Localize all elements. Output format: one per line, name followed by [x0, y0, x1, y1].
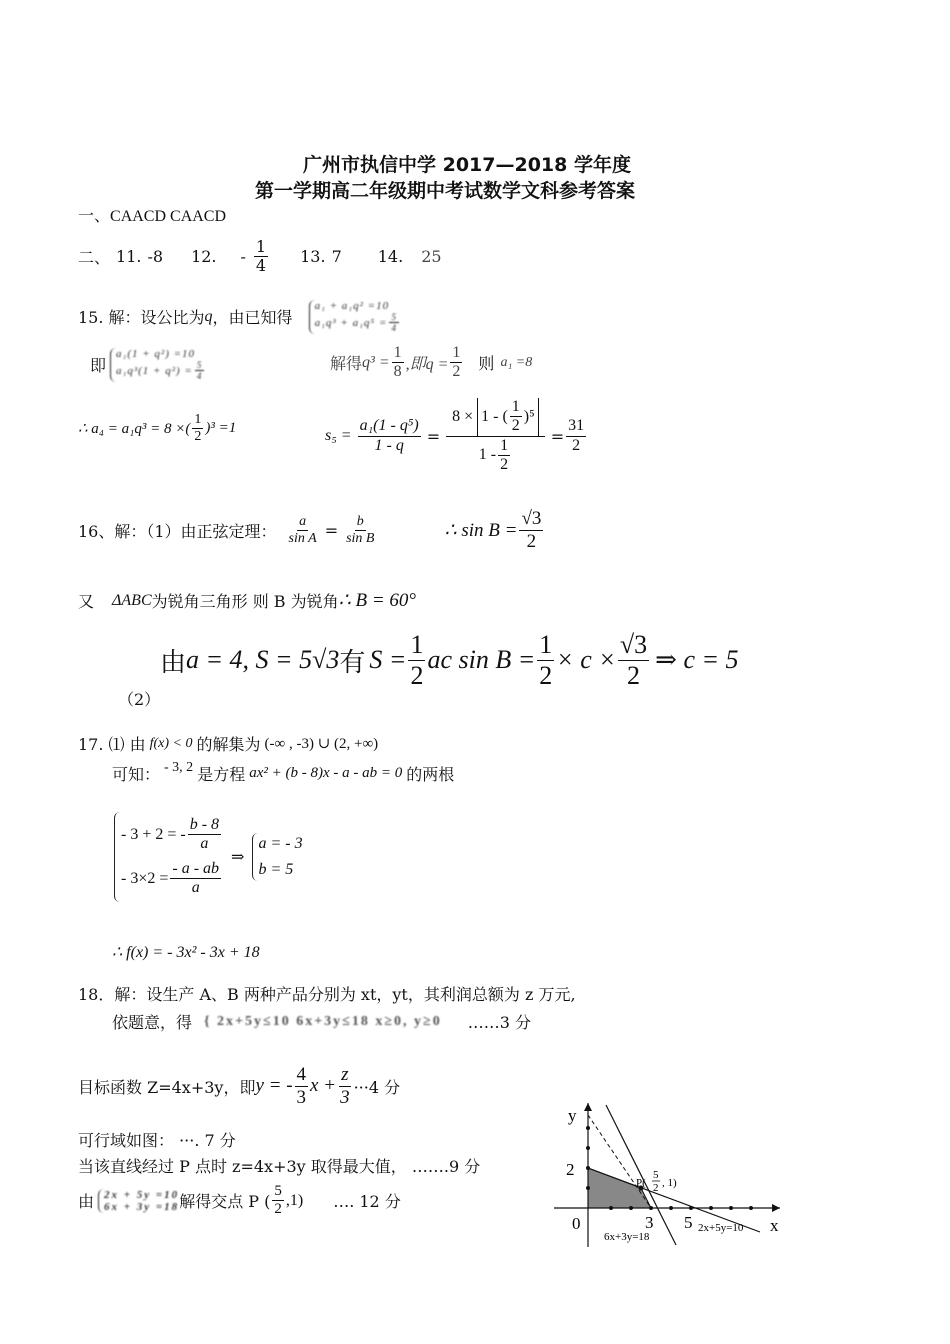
- q17-s-r1-den: a: [200, 835, 209, 853]
- q17-l2-pre: 可知：: [112, 765, 161, 784]
- q17-s-r2-den: a: [191, 879, 200, 897]
- tick-point: [649, 1206, 653, 1210]
- q15-sys2-row2: a₁q³(1 + q²) =: [116, 364, 193, 377]
- q15-s5-res-num: 31: [566, 417, 586, 436]
- q16-B60: ∴ B = 60°: [338, 590, 417, 611]
- q15-q-den: 2: [452, 363, 461, 381]
- q16-p2-f2-num: 1: [539, 630, 553, 659]
- q16-p2-f1-den: 2: [410, 660, 424, 690]
- tick-point: [689, 1206, 693, 1210]
- point-P-x-den: 2: [653, 1182, 659, 1194]
- q16-p2-f1-num: 1: [410, 630, 424, 659]
- q15-system-1: [309, 300, 401, 334]
- tick-point: [609, 1206, 613, 1210]
- q15-s5-bignum-in-den: 2: [511, 417, 520, 435]
- q15-q3-den: 8: [393, 363, 402, 381]
- q15-s5-bigden-num: 1: [498, 437, 510, 456]
- x-axis-arrow-icon: [772, 1204, 780, 1212]
- q11-answer: -8: [147, 247, 164, 267]
- q16-frac-a: [287, 514, 319, 547]
- q15-s5-bignum-in-pre: 1 - (: [481, 407, 508, 425]
- q17-s-r1-num: b - 8: [188, 816, 221, 835]
- q15-s5-bigfrac: [446, 398, 545, 475]
- q18-l3-pre: 目标函数 Z=4x+3y，即: [78, 1077, 256, 1097]
- q13-number: 13.: [300, 247, 326, 267]
- tick-point: [709, 1206, 713, 1210]
- section-2-label: 二、: [78, 248, 111, 268]
- q17-l1-mid: 的解集为: [196, 735, 261, 754]
- q15-a4-post: )³ =1: [205, 420, 237, 437]
- line2-label: 2x+5y=10: [698, 1222, 744, 1234]
- q16-p2-you: 由: [160, 647, 187, 678]
- q15-s5-bigden-pre: 1 -: [478, 446, 497, 464]
- q16-p2-frac1: [408, 630, 425, 691]
- tick-point: [586, 1186, 590, 1190]
- q18-l6-mid: 解得交点 P (: [179, 1192, 271, 1212]
- q18-line1: 18．解：设生产 A、B 两种产品分别为 xt，yt，其利润总额为 z 万元,: [78, 985, 576, 1004]
- tick-point: [729, 1206, 733, 1210]
- q17-system-left: [114, 812, 223, 902]
- q15-solution: [330, 344, 532, 382]
- q17-s-r1-pre: - 3 + 2 = -: [121, 825, 186, 843]
- origin-label: 0: [572, 1214, 581, 1233]
- q15-s5-eq: =: [426, 426, 441, 446]
- q17-l2-post: 的两根: [406, 765, 455, 784]
- q18-line5: 当该直线经过 P 点时 z=4x+3y 取得最大值， …….9 分: [78, 1157, 481, 1176]
- x-tick-3: 3: [645, 1213, 654, 1232]
- q15-s5-res-den: 2: [572, 436, 581, 454]
- q16-sinB: ∴ sin B =: [444, 519, 518, 541]
- q18-l3-f2-den: 3: [340, 1086, 350, 1108]
- q18-l6-frac: [272, 1183, 284, 1219]
- q18-l6-row1: 2x + 5y =10: [104, 1188, 180, 1201]
- q17-line1: [78, 732, 378, 755]
- q12-fraction: [254, 238, 268, 276]
- q18-l3-y: y = -: [255, 1075, 293, 1097]
- q18-l6-num: 5: [272, 1183, 284, 1201]
- q15-s5: [325, 398, 588, 475]
- q15-q: q: [204, 307, 213, 325]
- q17-final: ∴ f(x) = - 3x² - 3x + 18: [112, 944, 260, 961]
- q17-l2-equation: ax² + (b - 8)x - a - ab = 0: [249, 765, 403, 781]
- q15-s5-frac: [358, 417, 421, 455]
- q16-f2-den: sin B: [346, 530, 375, 546]
- feasible-region-graph: [548, 1095, 788, 1255]
- q15-q-frac: [450, 344, 462, 382]
- q16-sinB-frac: [519, 508, 543, 553]
- q16-p2-frac2: [537, 630, 554, 691]
- q18-line3: [78, 1064, 400, 1109]
- q16-part2: [160, 630, 739, 691]
- q15-sys1-frac: [389, 312, 399, 334]
- q15-s5-bignum-in-post: )⁵: [523, 407, 535, 425]
- q17-s-r2-num: - a - ab: [170, 860, 221, 879]
- q15-sys1-num: 5: [391, 312, 397, 322]
- q15-a4-frac: [192, 412, 203, 445]
- section-1-label: 一、: [78, 206, 111, 225]
- q16-p2-result: ⇒ c = 5: [655, 645, 739, 675]
- y-axis-label: y: [568, 1106, 577, 1125]
- q15-a4-num: 1: [192, 412, 203, 429]
- q15-a4: [78, 412, 236, 445]
- q16-f1-den: sin A: [288, 530, 317, 546]
- q18-l6-pre: 由: [78, 1192, 95, 1212]
- point-P-x-num: 5: [653, 1169, 659, 1181]
- q16-p2-times-c: × c ×: [556, 645, 616, 675]
- q17-l1-set: (-∞ , -3) ∪ (2, +∞): [264, 736, 379, 752]
- q15-ji: 即: [90, 356, 107, 376]
- q18-line6: [78, 1183, 401, 1219]
- q17-res-a: a = - 3: [258, 834, 303, 852]
- x-axis-label: x: [770, 1216, 779, 1235]
- q16-p2-acsinB: ac sin B =: [427, 645, 536, 675]
- q15-s5-bignum-pre: 8 ×: [452, 407, 474, 425]
- q17-s-r2-frac: [170, 860, 221, 898]
- y-tick-2: 2: [566, 1160, 575, 1179]
- q18-line2: [112, 1010, 531, 1033]
- q16-f2-num: b: [355, 514, 366, 531]
- q18-l6-score: …. 12 分: [333, 1192, 401, 1212]
- q15-solve: 解得: [330, 354, 363, 374]
- q15-a4-pre: ∴ a₄ = a₁q³ = 8 ×(: [78, 421, 191, 438]
- q17-l2-mid: 是方程: [197, 765, 246, 784]
- q15-q3-frac: [392, 344, 404, 382]
- q15-jiq: ,即q =: [405, 356, 449, 374]
- q15-q3: q³ =: [362, 353, 390, 371]
- q15-s5-bignum-in-frac: [510, 398, 522, 436]
- q15-sys1-row2: a₁q³ + a₁q⁵ =: [314, 316, 388, 329]
- point-P-y: , 1): [662, 1177, 677, 1189]
- q17-arrow: ⇒: [231, 847, 245, 867]
- q15-known: ，由已知得: [212, 308, 293, 328]
- q16-p2-f3-den: 2: [627, 660, 641, 690]
- q18-l6-system: [98, 1189, 179, 1213]
- q18-l3-score: ···4 分: [353, 1077, 401, 1097]
- q16-part2-label: （2）: [118, 690, 161, 709]
- q12-sign: -: [240, 247, 246, 267]
- q16-p2-given: a = 4, S = 5√3: [186, 645, 340, 675]
- y-axis-arrow-icon: [584, 1103, 592, 1111]
- tick-point: [586, 1166, 590, 1170]
- q16-again: 又: [78, 592, 95, 611]
- q18-l3-f2-num: z: [341, 1064, 349, 1085]
- q18-line4: 可行域如图： ···. 7 分: [78, 1131, 236, 1150]
- q17-l2-roots: - 3, 2: [164, 759, 194, 775]
- q11-number: 11.: [116, 247, 142, 267]
- q15-sys2-den: 4: [196, 371, 203, 382]
- q16-frac-b: [344, 514, 376, 547]
- q17-system: [114, 812, 303, 902]
- q17-l1-fx: f(x) < 0: [149, 735, 193, 751]
- q15-s5-res-frac: [566, 417, 586, 455]
- section-1-answers: CAACD CAACD: [110, 208, 227, 225]
- q14-answer: 25: [421, 247, 442, 267]
- q14-number: 14.: [377, 247, 404, 267]
- q15-a1: a₁ =8: [500, 354, 533, 370]
- x-tick-5: 5: [684, 1213, 693, 1232]
- title-line1: 广州市执信中学 2017—2018 学年度: [303, 154, 631, 176]
- q15-q-num: 1: [450, 344, 462, 363]
- q12-den: 4: [255, 256, 267, 276]
- q16-sinB-den: 2: [526, 530, 537, 552]
- q18-l3-frac1: [295, 1064, 309, 1109]
- q18-l3-f1-den: 3: [296, 1086, 307, 1108]
- q15-s5-res-eq: =: [550, 426, 565, 446]
- q15-s5-label: s₅ =: [325, 427, 352, 445]
- point-P-label: P(: [636, 1177, 646, 1189]
- q15-line1: [78, 300, 401, 334]
- q18-l2-pre: 依题意，得: [112, 1013, 193, 1032]
- q17-line2: [112, 759, 455, 785]
- q16-p2-frac3: [618, 630, 649, 691]
- q15-s5-bignum-in-num: 1: [510, 398, 522, 417]
- q16-p2-S: S =: [369, 645, 407, 675]
- q18-l6-post: ,1): [285, 1191, 304, 1209]
- q15-sys2-frac: [195, 360, 205, 382]
- q16-again-text: 为锐角三角形 则 B 为锐角: [151, 592, 339, 611]
- q18-l3-frac2: [338, 1064, 352, 1109]
- q12-num: 1: [255, 237, 267, 256]
- q16-f1-num: a: [297, 514, 308, 531]
- tick-point: [749, 1206, 753, 1210]
- q15-sys1-den: 4: [391, 323, 397, 334]
- q16-f-eq: =: [324, 520, 339, 540]
- q15-sys2-row1: a₁(1 + q²) =10: [116, 348, 196, 360]
- q15-system-2: [110, 348, 206, 382]
- tick-point: [629, 1206, 633, 1210]
- q15-sys2-num: 5: [196, 360, 203, 370]
- line-6x-3y-18: [606, 1105, 676, 1245]
- q15-s5-bigden-den: 2: [500, 456, 509, 474]
- q17-l1-pre: 17. ⑴ 由: [78, 735, 146, 754]
- q18-l6-den: 2: [274, 1201, 282, 1218]
- q17-res-b: b = 5: [258, 860, 294, 878]
- tick-point: [586, 1126, 590, 1130]
- q12-number: 12.: [191, 247, 217, 267]
- q16-line1: [78, 508, 545, 553]
- section-1: [78, 203, 226, 226]
- q16-intro: 16、解：（1）由正弦定理：: [78, 521, 277, 541]
- tick-point: [669, 1206, 673, 1210]
- q15-ze: 则: [478, 354, 495, 374]
- q17-system-right: [252, 833, 302, 881]
- q16-sinB-num: √3: [521, 508, 542, 529]
- title-line2: 第一学期高二年级期中考试数学文科参考答案: [255, 180, 636, 202]
- q16-abc: ΔABC: [112, 591, 152, 609]
- q16-line2: [78, 589, 416, 612]
- q17-s-r1-frac: [188, 816, 221, 854]
- q18-l3-mid: x +: [310, 1075, 337, 1097]
- q18-l2-score: ……3 分: [467, 1013, 532, 1032]
- q17-s-r2-pre: - 3×2 =: [121, 869, 169, 887]
- tick-point: [586, 1146, 590, 1150]
- q15-line2: [90, 348, 206, 382]
- q15-a4-den: 2: [194, 429, 202, 445]
- q18-l6-row2: 6x + 3y =18: [104, 1200, 180, 1213]
- q15-sys1-row1: a₁ + a₁q² =10: [314, 300, 390, 312]
- section-2: [78, 238, 442, 276]
- q16-p2-f3-num: √3: [619, 630, 648, 659]
- q16-p2-f2-den: 2: [539, 660, 553, 690]
- q15-s5-den: 1 - q: [374, 436, 404, 454]
- q15-intro: 15. 解：设公比为: [78, 308, 205, 328]
- q16-p2-you2: 有: [339, 647, 366, 678]
- q15-s5-bigden-frac: [498, 437, 510, 475]
- q15-q3-num: 1: [392, 344, 404, 363]
- q15-s5-num: a₁(1 - q⁵): [358, 417, 421, 436]
- q18-l3-f1-num: 4: [296, 1064, 307, 1085]
- line1-label: 6x+3y=18: [604, 1231, 650, 1243]
- q18-constraints-blurred: { 2x+5y≤10 6x+3y≤18 x≥0, y≥0: [204, 1013, 442, 1029]
- q13-answer: 7: [331, 247, 342, 267]
